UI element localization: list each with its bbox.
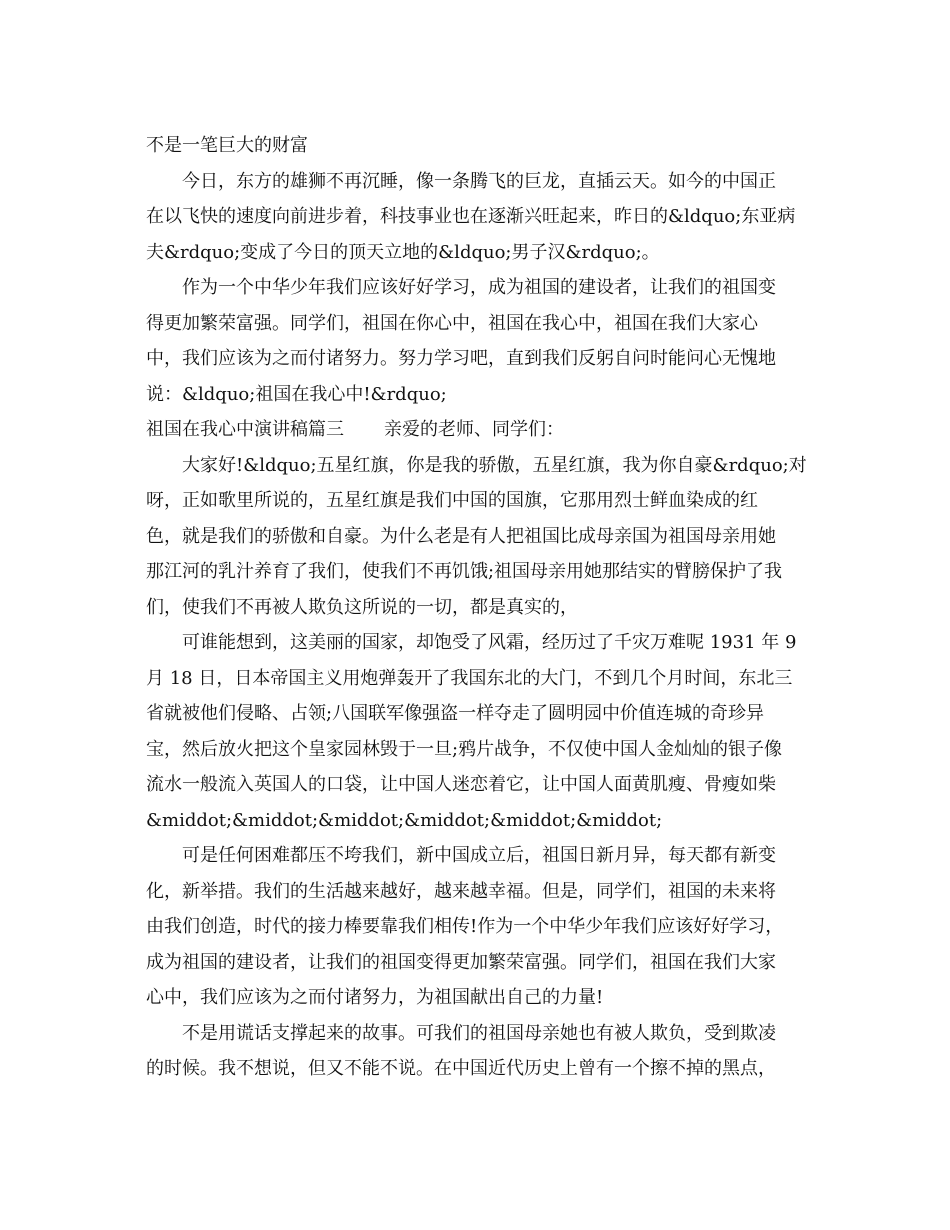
paragraph-start-line: 不是用谎话支撑起来的故事。可我们的祖国母亲她也有被人欺负，受到欺凌	[182, 1022, 776, 1044]
text-line: 省就被他们侵略、占领;八国联军像强盗一样夺走了圆明园中价值连城的奇珍异	[146, 703, 765, 724]
section-heading	[146, 412, 808, 448]
text-line: 月 18 日，日本帝国主义用炮弹轰开了我国东北的大门，不到几个月时间，东北三	[146, 667, 793, 689]
text-line: 那江河的乳汁养育了我们，使我们不再饥饿;祖国母亲用她那结实的臂膀保护了我	[146, 561, 783, 582]
text-line: 说：&ldquo;祖国在我心中!&rdquo;	[146, 383, 447, 405]
paragraph-start-line: 可是任何困难都压不垮我们，新中国成立后，祖国日新月异，每天都有新变	[182, 845, 776, 866]
text-line: 呀，正如歌里所说的，五星红旗是我们中国的国旗，它那用烈士鲜血染成的红	[146, 490, 758, 511]
text-line: 的时候。我不想说，但又不能不说。在中国近代历史上曾有一个擦不掉的黑点，	[146, 1058, 776, 1079]
paragraph-start-line: 大家好!&ldquo;五星红旗，你是我的骄傲，五星红旗，我为你自豪&rdquo;对	[182, 454, 807, 476]
text-line: 宝，然后放火把这个皇家园林毁于一旦;鸦片战争，不仅使中国人金灿灿的银子像	[146, 738, 783, 760]
paragraph-start-line: 作为一个中华少年我们应该好好学习，成为祖国的建设者，让我们的祖国变	[182, 277, 776, 298]
section-greeting: 亲爱的老师、同学们：	[384, 419, 564, 440]
paragraph-start-line: 今日，东方的雄狮不再沉睡，像一条腾飞的巨龙，直插云天。如今的中国正	[182, 170, 776, 192]
text-line: 在以飞快的速度向前进步着，科技事业也在逐渐兴旺起来，昨日的&ldquo;东亚病	[146, 206, 796, 227]
text-line: 得更加繁荣富强。同学们，祖国在你心中，祖国在我心中，祖国在我们大家心	[146, 312, 758, 334]
paragraph-start-line: 可谁能想到，这美丽的国家，却饱受了风霜，经历过了千灾万难呢 1931 年 9	[182, 632, 797, 653]
text-line: 化，新举措。我们的生活越来越好，越来越幸福。但是，同学们，祖国的未来将	[146, 880, 776, 902]
text-line: 夫&rdquo;变成了今日的顶天立地的&ldquo;男子汉&rdquo;。	[146, 241, 660, 263]
text-line: 由我们创造，时代的接力棒要靠我们相传!作为一个中华少年我们应该好好学习，	[146, 916, 784, 937]
text-line: 色，就是我们的骄傲和自豪。为什么老是有人把祖国比成母亲国为祖国母亲用她	[146, 525, 776, 547]
text-line: 流水一般流入英国人的口袋，让中国人迷恋着它，让中国人面黄肌瘦、骨瘦如柴	[146, 774, 776, 795]
text-line: 不是一笔巨大的财富	[146, 135, 308, 156]
text-line: 成为祖国的建设者，让我们的祖国变得更加繁荣富强。同学们，祖国在我们大家	[146, 951, 776, 973]
text-line: 心中，我们应该为之而付诸努力，为祖国献出自己的力量!	[146, 987, 604, 1008]
document-page	[146, 128, 808, 1087]
text-line: 中，我们应该为之而付诸努力。努力学习吧，直到我们反躬自问时能问心无愧地	[146, 348, 776, 369]
text-line: &middot;&middot;&middot;&middot;&middot;&middot;	[146, 809, 663, 831]
text-line: 们，使我们不再被人欺负这所说的一切，都是真实的，	[146, 596, 578, 618]
section-title: 祖国在我心中演讲稿篇三	[146, 419, 344, 440]
